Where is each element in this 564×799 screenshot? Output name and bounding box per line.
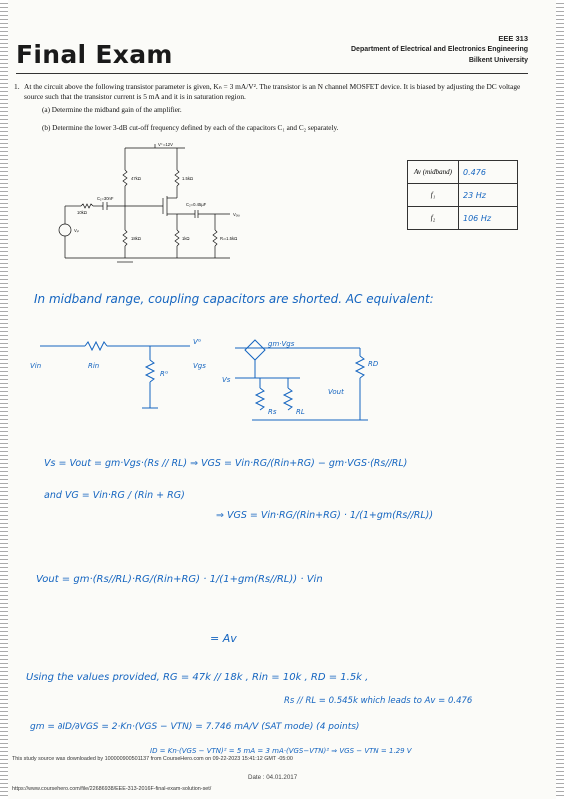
course-code: EEE 313: [498, 34, 528, 43]
label-vin: Vᵢₙ: [74, 228, 80, 233]
question-part-b: (b) Determine the lower 3-dB cut-off frequency defined by each of the capacitors C₁ and C₂ separately.: [42, 124, 339, 132]
ac-label-rd: RD: [368, 360, 379, 368]
question-number: 1.: [14, 82, 20, 91]
question-text: [14, 82, 524, 102]
answer-value: 23 Hz: [459, 184, 518, 207]
label-rl: Rₗ=1.5kΩ: [220, 236, 238, 241]
ac-label-rl: RL: [296, 408, 305, 416]
label-rg-bot: 18kΩ: [131, 236, 141, 241]
solution-id-line: ID = Kn·(VGS − VTN)² = 5 mA = 3 mA·(VGS−VTN)² ⇒ VGS − VTN = 1.29 V: [150, 747, 412, 755]
department-name: Department of Electrical and Electronics Engineering: [351, 46, 528, 53]
ac-label-rg: Rᴳ: [160, 370, 169, 378]
solution-eq3: Vout = gm·(Rs//RL)·RG/(Rin+RG) · 1/(1+gm(Rs//RL)) · Vin: [36, 574, 323, 585]
ac-label-rin: Rin: [88, 362, 100, 370]
university-name: Bilkent University: [468, 57, 528, 64]
answer-row: [408, 207, 518, 230]
right-perforation: [556, 0, 564, 799]
ac-label-vout: Vout: [328, 388, 344, 396]
answer-row: [408, 161, 518, 184]
label-rd: 1.5kΩ: [182, 176, 194, 181]
download-note: This study source was downloaded by 100000900501137 from CourseHero.com on 09-22-2023 15:41:12 GMT -05:00: [12, 756, 293, 762]
ac-equivalent-circuit: [30, 330, 390, 430]
ac-label-vin: Vin: [30, 362, 42, 370]
label-c1: C₁=30nF: [97, 196, 114, 201]
label-vdd: V⁺=12V: [158, 142, 173, 147]
question-part-a: (a) Determine the midband gain of the amplifier.: [42, 106, 182, 114]
solution-intro: In midband range, coupling capacitors are shorted. AC equivalent:: [34, 292, 434, 306]
solution-eq2-left: and VG = Vin·RG / (Rin + RG): [44, 490, 185, 501]
answer-value: 106 Hz: [459, 207, 518, 230]
answer-key: Av (midband): [408, 161, 459, 184]
header-divider: [16, 73, 528, 74]
page-title: Final Exam: [16, 40, 173, 69]
label-rs: 1kΩ: [182, 236, 190, 241]
solution-gm-line: gm = ∂ID/∂VGS = 2·Kn·(VGS − VTN) = 7.746 mA/V (SAT mode) (4 points): [30, 722, 360, 732]
solution-values-line1: Using the values provided, RG = 47k // 18k , Rin = 10k , RD = 1.5k ,: [26, 672, 369, 683]
answer-value: 0.476: [459, 161, 518, 184]
circuit-schematic: [55, 140, 285, 265]
label-c2: C₂=0.45µF: [186, 202, 207, 207]
ac-label-rs: Rs: [268, 408, 277, 416]
solution-values-line2: Rs // RL = 0.545k which leads to Av = 0.476: [284, 696, 473, 706]
ac-label-vgs: Vgs: [193, 362, 206, 370]
label-vout: Vₒᵤₜ: [233, 212, 241, 217]
answer-row: [408, 184, 518, 207]
ac-label-vs: Vs: [222, 376, 231, 384]
label-rg-top: 47kΩ: [131, 176, 141, 181]
label-rin: 10kΩ: [77, 210, 87, 215]
left-perforation: [0, 0, 8, 799]
ac-label-gm: gm·Vgs: [268, 340, 295, 348]
solution-eq1: Vs = Vout = gm·Vgs·(Rs // RL) ⇒ VGS = Vin·RG/(Rin+RG) − gm·VGS·(Rs//RL): [44, 458, 408, 469]
answer-key: f₁: [408, 184, 459, 207]
question-body: At the circuit above the following transistor parameter is given, Kₙ = 3 mA/V². The transistor is an N channel MOSFET device. It is biased by adjusting the DC voltage source such that the transistor current is 5 mA and it is in saturation region.: [24, 82, 521, 101]
source-url: https://www.coursehero.com/file/22686938/EEE-313-2016F-final-exam-solution-set/: [12, 786, 212, 792]
solution-av-label: = Av: [210, 632, 237, 645]
exam-date: Date : 04.01.2017: [248, 774, 298, 781]
answer-table: [407, 160, 518, 230]
answer-key: f₂: [408, 207, 459, 230]
ac-label-vg: Vᴳ: [193, 338, 202, 346]
solution-eq2-right: ⇒ VGS = Vin·RG/(Rin+RG) · 1/(1+gm(Rs//RL)): [216, 510, 434, 521]
